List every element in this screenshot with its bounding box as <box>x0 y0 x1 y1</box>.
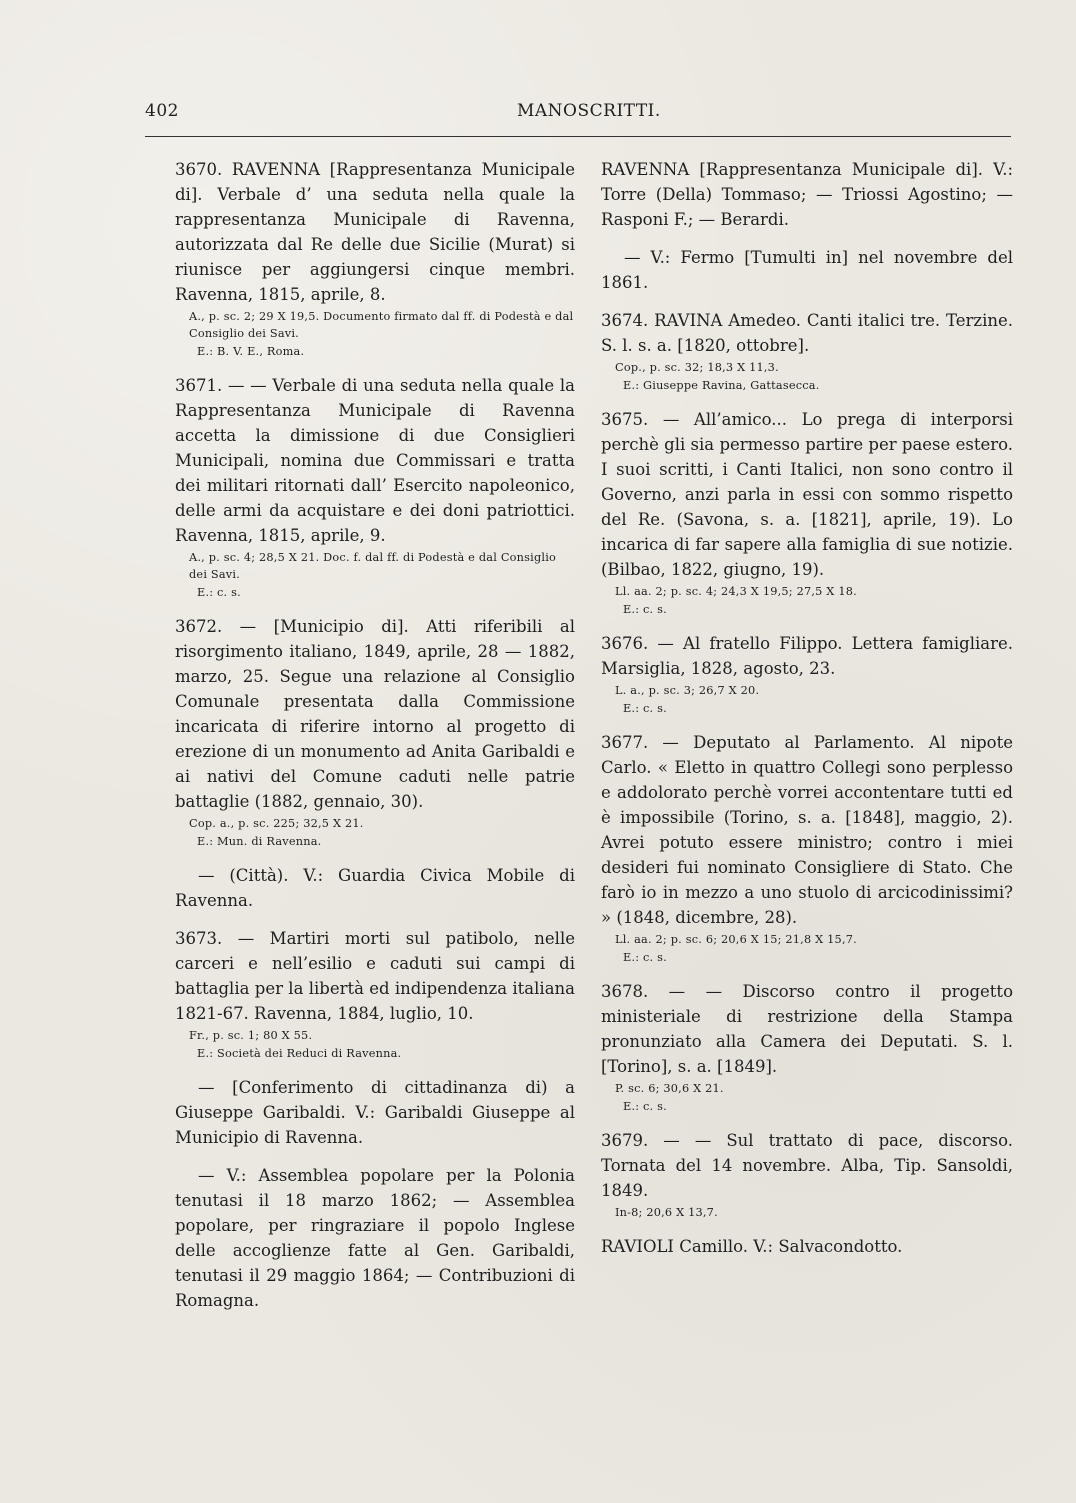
entry-note: E.: c. s. <box>623 603 667 616</box>
entry-text: 3672. — [Municipio di]. Atti riferibili al risorgimento italiano, 1849, aprile, 28 — 1882, marzo, 25. Segue una relazione al Consiglio Comunale presentata dalla Commissione incaricata di riferire intorno al progetto di erezione di un monumento ad Anita Garibaldi e ai nativi del Comune caduti nelle patrie battaglie (1882, gennaio, 30). <box>175 617 575 811</box>
entry-3676 <box>601 631 1013 717</box>
running-head: MANOSCRITTI. <box>517 101 661 121</box>
left-column <box>175 157 575 1326</box>
entry-3674 <box>601 308 1013 394</box>
entry-text: RAVIOLI Camillo. V.: Salvacondotto. <box>601 1237 903 1256</box>
entry-assemblea <box>175 1163 575 1313</box>
entry-note: E.: Società dei Reduci di Ravenna. <box>197 1047 402 1060</box>
entry-3673 <box>175 926 575 1062</box>
entry-text: — (Città). V.: Guardia Civica Mobile di Ravenna. <box>175 866 575 910</box>
entry-note: E.: c. s. <box>623 702 667 715</box>
entry-text: RAVENNA [Rappresentanza Municipale di]. V.: Torre (Della) Tommaso; — Triossi Agostino; — Rasponi F.; — Berardi. <box>601 160 1013 229</box>
entry-note: E.: c. s. <box>197 586 241 599</box>
entry-text: 3676. — Al fratello Filippo. Lettera famigliare. Marsiglia, 1828, agosto, 23. <box>601 634 1013 678</box>
entry-text: 3679. — — Sul trattato di pace, discorso. Tornata del 14 novembre. Alba, Tip. Sansoldi, 1849. <box>601 1131 1013 1200</box>
entry-note: Ll. aa. 2; p. sc. 4; 24,3 X 19,5; 27,5 X 18. <box>615 585 857 598</box>
entry-text: — V.: Fermo [Tumulti in] nel novembre del 1861. <box>601 248 1013 292</box>
entry-3677 <box>601 730 1013 966</box>
header-rule <box>145 136 1011 137</box>
entry-citta <box>175 863 575 913</box>
entry-3670 <box>175 157 575 360</box>
entry-note: A., p. sc. 4; 28,5 X 21. Doc. f. dal ff. di Podestà e dal Consiglio dei Savi. <box>189 551 557 581</box>
entry-conferimento <box>175 1075 575 1150</box>
entry-ravenna-cont <box>601 157 1013 232</box>
entry-note: Cop., p. sc. 32; 18,3 X 11,3. <box>615 361 779 374</box>
entry-note: Cop. a., p. sc. 225; 32,5 X 21. <box>189 817 364 830</box>
entry-text: 3671. — — Verbale di una seduta nella quale la Rappresentanza Municipale di Ravenna accetta la dimissione di due Consiglieri Municipali, nomina due Commissari e tratta dei militari ritornati dall’ Esercito napoleonico, delle armi da acquistare e dei doni patriottici. Ravenna, 1815, aprile, 9. <box>175 376 575 545</box>
entry-note: E.: Mun. di Ravenna. <box>197 835 322 848</box>
entry-text: — V.: Assemblea popolare per la Polonia tenutasi il 18 marzo 1862; — Assemblea popolare, per ringraziare il popolo Inglese delle accoglienze fatte al Gen. Garibaldi, tenutasi il 29 maggio 1864; — Contribuzioni di Romagna. <box>175 1166 575 1310</box>
page-header <box>145 101 1004 127</box>
entry-3678 <box>601 979 1013 1115</box>
entry-text: — [Conferimento di cittadinanza di) a Giuseppe Garibaldi. V.: Garibaldi Giuseppe al Municipio di Ravenna. <box>175 1078 575 1147</box>
entry-note: P. sc. 6; 30,6 X 21. <box>615 1082 724 1095</box>
entry-note: Fr., p. sc. 1; 80 X 55. <box>189 1029 313 1042</box>
entry-note: E.: Giuseppe Ravina, Gattasecca. <box>623 379 820 392</box>
entry-text: 3678. — — Discorso contro il progetto ministeriale di restrizione della Stampa pronunziato alla Camera dei Deputati. S. l. [Torino], s. a. [1849]. <box>601 982 1013 1076</box>
entry-ravioli <box>601 1234 1013 1259</box>
entry-note: E.: B. V. E., Roma. <box>197 345 305 358</box>
entry-note: L. a., p. sc. 3; 26,7 X 20. <box>615 684 760 697</box>
entry-note: In-8; 20,6 X 13,7. <box>615 1206 718 1219</box>
entry-note: E.: c. s. <box>623 1100 667 1113</box>
page-number: 402 <box>145 101 179 121</box>
entry-note: Ll. aa. 2; p. sc. 6; 20,6 X 15; 21,8 X 15,7. <box>615 933 857 946</box>
entry-text: 3675. — All’amico... Lo prega di interporsi perchè gli sia permesso partire per paese estero. I suoi scritti, i Canti Italici, non sono contro il Governo, anzi parla in essi con sommo rispetto del Re. (Savona, s. a. [1821], aprile, 19). Lo incarica di far sapere alla famiglia di sue notizie. (Bilbao, 1822, giugno, 19). <box>601 410 1013 579</box>
entry-text: 3677. — Deputato al Parlamento. Al nipote Carlo. « Eletto in quattro Collegi sono perplesso e addolorato perchè vorrei accontentare tutti ed è impossibile (Torino, s. a. [1848], maggio, 2). Avrei potuto essere ministro; contro i miei desideri fui nominato Consigliere di Stato. Che farò io in mezzo a uno stuolo di arcicodinissimi? » (1848, dicembre, 28). <box>601 733 1013 927</box>
entry-text: 3674. RAVINA Amedeo. Canti italici tre. Terzine. S. l. s. a. [1820, ottobre]. <box>601 311 1013 355</box>
entry-note: E.: c. s. <box>623 951 667 964</box>
entry-3672 <box>175 614 575 850</box>
entry-3675 <box>601 407 1013 618</box>
entry-text: 3673. — Martiri morti sul patibolo, nelle carceri e nell’esilio e caduti sui campi di battaglia per la libertà ed indipendenza italiana 1821-67. Ravenna, 1884, luglio, 10. <box>175 929 575 1023</box>
entry-ravenna-fermo <box>601 245 1013 295</box>
entry-text: 3670. RAVENNA [Rappresentanza Municipale di]. Verbale d’ una seduta nella quale la rappresentanza Municipale di Ravenna, autorizzata dal Re delle due Sicilie (Murat) si riunisce per aggiungersi cinque membri. Ravenna, 1815, aprile, 8. <box>175 160 575 304</box>
right-column <box>601 157 1013 1272</box>
entry-3679 <box>601 1128 1013 1221</box>
entry-3671 <box>175 373 575 601</box>
entry-note: A., p. sc. 2; 29 X 19,5. Documento firmato dal ff. di Podestà e dal Consiglio dei Savi. <box>189 310 574 340</box>
